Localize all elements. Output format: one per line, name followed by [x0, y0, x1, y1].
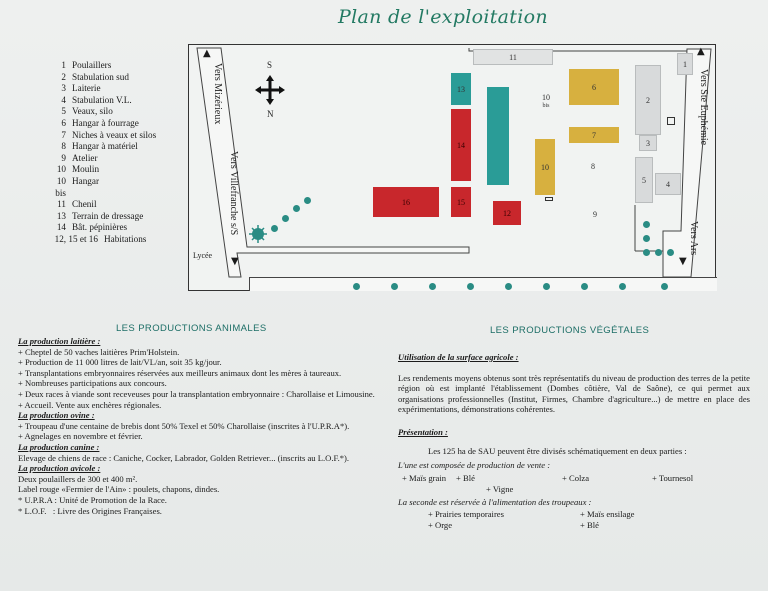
presentation-heading: Présentation :	[398, 426, 448, 437]
tree-dot	[353, 283, 360, 290]
legend-num: 10	[56, 164, 66, 175]
legend-num: 8	[61, 141, 66, 152]
legend-item	[44, 153, 184, 165]
tree-dot	[293, 205, 300, 212]
tree-dot	[505, 283, 512, 290]
animal-section-title: LES PRODUCTIONS ANIMALES	[116, 323, 267, 334]
building-1: 1	[677, 53, 693, 75]
legend-num: 3	[61, 83, 66, 94]
building-4: 4	[655, 173, 681, 195]
arrow-down-icon: ▼	[679, 256, 687, 267]
ovine-line: + Agnelages en novembre et février.	[18, 431, 143, 442]
vegetal-section-title: LES PRODUCTIONS VÉGÉTALES	[490, 325, 650, 336]
crop-item: + Orge	[428, 520, 453, 531]
tree-dot	[581, 283, 588, 290]
compass-north-top: S	[267, 60, 273, 70]
legend-num: 7	[61, 129, 66, 140]
legend-num: 14	[56, 222, 66, 233]
legend-label: Bât. pépinières	[72, 222, 128, 233]
vente-intro: L'une est composée de production de vente :	[398, 460, 551, 471]
building-9: 9	[593, 209, 597, 219]
tree-dot	[655, 249, 662, 256]
building-11: 11	[473, 49, 553, 65]
footnote: * U.P.R.A : Unité de Promotion de la Race.	[18, 494, 167, 505]
building-3: 3	[639, 135, 657, 151]
legend-item	[44, 211, 184, 223]
legend-label: Hangar	[72, 175, 100, 186]
tree-dot	[429, 283, 436, 290]
legend-item	[44, 106, 184, 118]
legend-num: 13	[56, 210, 66, 221]
legend-item	[44, 222, 184, 234]
legend-label: Terrain de dressage	[72, 210, 144, 221]
compass-icon	[255, 75, 285, 105]
tree-dot	[271, 225, 278, 232]
legend-item	[44, 72, 184, 84]
small-square	[667, 117, 675, 125]
tree-dot	[543, 283, 550, 290]
legend-num: 9	[61, 152, 66, 163]
presentation-text: Les 125 ha de SAU peuvent être divisés schématiquement en deux parties :	[428, 445, 687, 456]
tree-dot	[661, 283, 668, 290]
legend-label: Hangar à matériel	[72, 141, 138, 152]
legend-item	[44, 118, 184, 130]
building-10bis-num: 10	[542, 93, 550, 102]
crop-item: + Maïs ensilage	[580, 509, 635, 520]
building-6: 6	[569, 69, 619, 105]
building-2: 2	[635, 65, 661, 135]
tree-dot	[643, 235, 650, 242]
legend-item	[44, 176, 184, 199]
laitiere-line: + Cheptel de 50 vaches laitières Prim'Holstein.	[18, 346, 180, 357]
laitiere-line: + Production de 11 000 litres de lait/VL/an, soit 35 kg/jour.	[18, 357, 222, 368]
legend-item	[44, 164, 184, 176]
legend-label: Laiterie	[72, 83, 101, 94]
legend-label: Moulin	[72, 164, 100, 175]
avicole-line: Label rouge «Fermier de l'Ain» : poulets, chapons, dindes.	[18, 484, 220, 495]
crop-item: + Vigne	[486, 483, 514, 494]
road-label-mizerieux: Vers Mizérieux	[212, 63, 223, 125]
road-label-euphemie: Vers Ste Euphémie	[698, 69, 709, 146]
building-5: 5	[635, 157, 653, 203]
building-7: 7	[569, 127, 619, 143]
legend-num: 5	[61, 106, 66, 117]
legend-label: Stabulation sud	[72, 71, 129, 82]
building-14: 14	[451, 109, 471, 181]
laitiere-line: + Accueil. Vente aux enchères régionales.	[18, 399, 162, 410]
footnote: * L.O.F. : Livre des Origines Françaises.	[18, 505, 162, 516]
crop-item: + Blé	[456, 472, 475, 483]
legend-item	[44, 234, 184, 246]
building-10bis	[535, 87, 557, 117]
tree-dot	[391, 283, 398, 290]
legend-item	[44, 199, 184, 211]
arrow-up-icon: ▲	[697, 46, 705, 57]
legend-label: Chenil	[72, 199, 97, 210]
tree-dot	[643, 249, 650, 256]
page-title: Plan de l'exploitation	[338, 6, 548, 28]
building-16: 16	[373, 187, 439, 217]
ovine-heading: La production ovine :	[18, 410, 95, 421]
legend-label: Hangar à fourrage	[72, 117, 139, 128]
crop-item: + Tournesol	[652, 472, 694, 483]
tree-dot	[304, 197, 311, 204]
legend-label: Niches à veaux et silos	[72, 129, 157, 140]
legend-label: Veaux, silo	[72, 106, 113, 117]
vegetal-section	[398, 352, 750, 529]
legend-label: Poulaillers	[72, 60, 112, 70]
building-8: 8	[591, 161, 595, 171]
sau-heading: Utilisation de la surface agricole :	[398, 352, 519, 362]
legend-item	[44, 83, 184, 95]
legend-num: 12, 15 et 16	[54, 233, 98, 244]
legend-num: 2	[61, 71, 66, 82]
legend-label: Atelier	[72, 152, 98, 163]
legend-item	[44, 141, 184, 153]
arrow-down-icon: ▼	[231, 256, 239, 267]
tree-dot	[619, 283, 626, 290]
laitiere-line: + Transplantations embryonnaires réservées aux meilleurs animaux dont les mères à taureaux.	[18, 367, 342, 378]
building-10: 10	[535, 139, 555, 195]
crop-item: + Blé	[580, 520, 599, 531]
troupeau-crops	[398, 507, 750, 529]
crop-item: + Colza	[562, 472, 590, 483]
legend-item	[44, 130, 184, 142]
road-label-ars: Vers Ars	[688, 221, 699, 256]
legend-item	[44, 95, 184, 107]
building-15: 15	[451, 187, 471, 217]
legend-num: 1	[61, 60, 66, 70]
troupeau-intro: La seconde est réservée à l'alimentation des troupeaux :	[398, 496, 592, 507]
crop-item: + Prairies temporaires	[428, 509, 504, 520]
legend-num: 11	[57, 199, 66, 210]
building-13: 13	[451, 73, 471, 105]
ovine-line: + Troupeau d'une centaine de brebis dont 50% Texel et 50% Charollaise (inscrites à l'U.P.R.A*).	[18, 420, 350, 431]
legend-label: Habitations	[104, 233, 147, 244]
tree-dot	[643, 221, 650, 228]
farm-map	[188, 44, 716, 291]
vente-crops	[398, 471, 750, 493]
tree-icon	[249, 225, 267, 243]
crop-item: + Maïs grain	[402, 472, 446, 483]
compass-north-bottom: N	[267, 109, 274, 119]
building-teal-long	[487, 87, 509, 185]
avicole-heading: La production avicole :	[18, 463, 101, 474]
building-10bis-suffix: bis	[542, 103, 550, 109]
arrow-up-icon: ▲	[203, 48, 211, 59]
canine-heading: La production canine :	[18, 441, 100, 452]
laitiere-line: + Deux races à viande sont receveuses pour la transplantation embryonnaire : Charollaise et Limousine.	[18, 388, 375, 399]
animal-section	[18, 336, 378, 516]
avicole-line: Deux poulaillers de 300 et 400 m².	[18, 473, 138, 484]
building-12: 12	[493, 201, 521, 225]
laitiere-heading: La production laitière :	[18, 336, 101, 346]
tree-dot	[467, 283, 474, 290]
sau-text: Les rendements moyens obtenus sont très représentatifs du niveau de production des terres de la petite région où est implanté l'établissement (Dombes côtière, Val de Saône), ce qui permet aux organisations professionnelles (Institut, Firmes, Chambre d'agriculture...) de mettre en place des expérimentations, démonstrations cohérentes.	[398, 372, 750, 415]
lycee-label: Lycée	[193, 251, 213, 260]
legend	[44, 60, 184, 246]
tree-dot	[282, 215, 289, 222]
legend-num: 10 bis	[55, 175, 66, 198]
legend-num: 6	[61, 117, 66, 128]
canine-line: Elevage de chiens de race : Caniche, Cocker, Labrador, Golden Retriever... (inscrits au L.O.F.*).	[18, 452, 350, 463]
small-marker	[545, 197, 553, 201]
legend-label: Stabulation V.L.	[72, 94, 132, 105]
tree-dot	[667, 249, 674, 256]
legend-num: 4	[61, 94, 66, 105]
laitiere-line: + Nombreuses participations aux concours.	[18, 378, 167, 389]
legend-item	[44, 60, 184, 72]
road-label-villefranche: Vers Villefranche s/S	[228, 151, 239, 236]
